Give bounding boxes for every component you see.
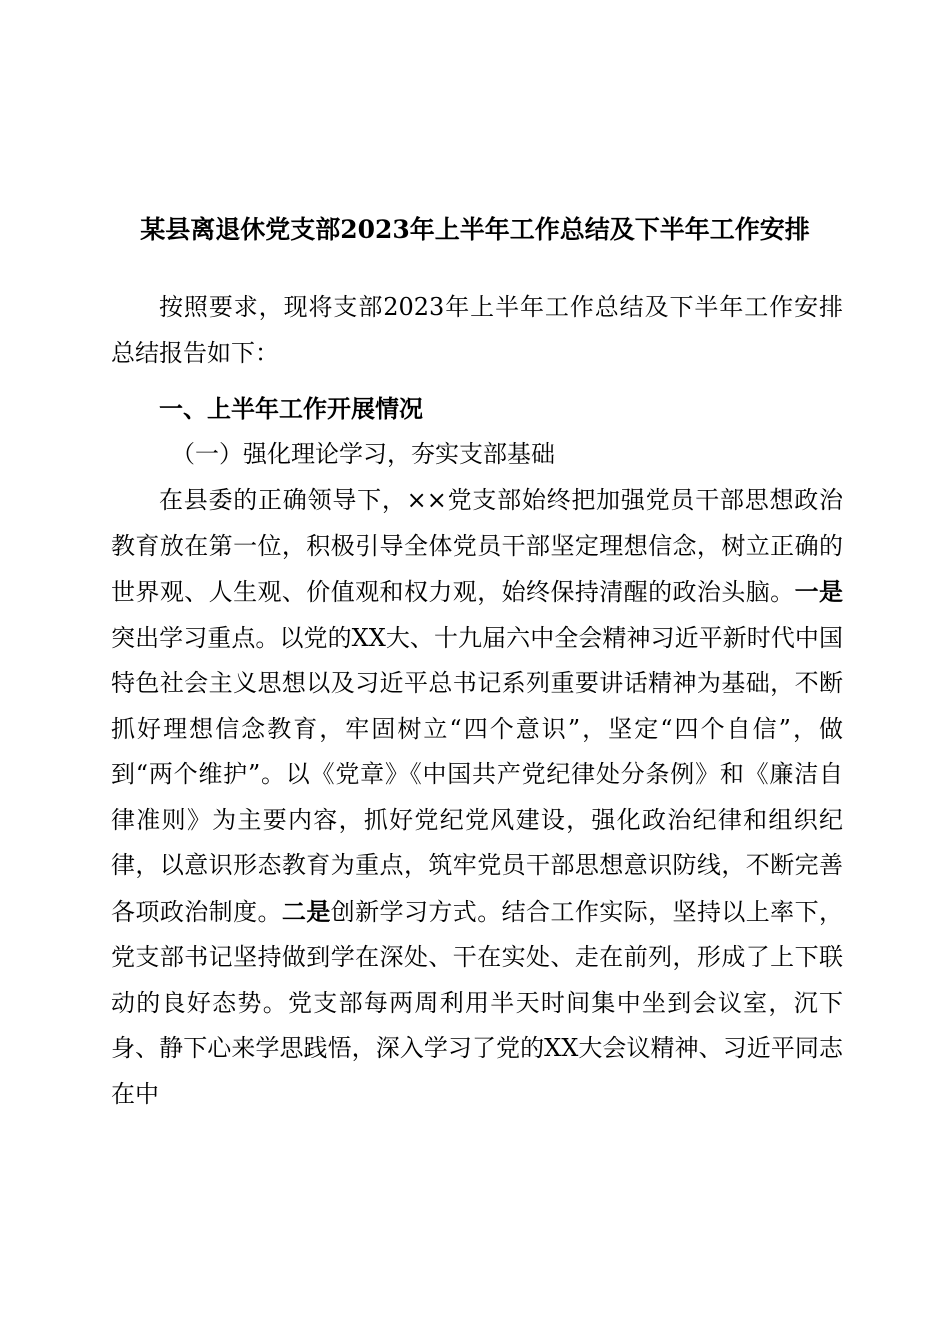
intro-paragraph: 按照要求，现将支部2023年上半年工作总结及下半年工作安排总结报告如下：	[111, 293, 843, 367]
section-heading: 一、上半年工作开展情况	[159, 394, 423, 423]
emphasis-lead: 二是	[281, 896, 331, 926]
emphasis-lead: 一是	[794, 577, 844, 606]
paragraph-text: 创新学习方式。结合工作实际，坚持以上率下，党支部书记坚持做到学在深处、干在实处、走在前列，形成了上下联动的良好态势。党支部每两周利用半天时间集中坐到会议室，沉下身、静下心来学思践悟，深入学习了党的XX大会议精神、习近平同志在中	[111, 897, 844, 1108]
body-paragraph	[111, 478, 843, 1117]
subsection-heading: （一）强化理论学习，夯实支部基础	[171, 440, 555, 468]
document-title: 某县离退休党支部2023年上半年工作总结及下半年工作安排	[140, 215, 810, 244]
paragraph-text: 在县委的正确领导下，××党支部始终把加强党员干部思想政治教育放在第一位，积极引导全体党员干部坚定理想信念，树立正确的世界观、人生观、价值观和权力观，始终保持清醒的政治头脑。	[111, 486, 843, 606]
paragraph-text: 突出学习重点。以党的XX大、十九届六中全会精神习近平新时代中国特色社会主义思想以及习近平总书记系列重要讲话精神为基础，不断抓好理想信念教育，牢固树立“四个意识”，坚定“四个自信”，做到“两个维护”。以《党章》《中国共产党纪律处分条例》和《廉洁自律准则》为主要内容，抓好党纪党风建设，强化政治纪律和组织纪律，以意识形态教育为重点，筑牢党员干部思想意识防线，不断完善各项政治制度。	[111, 623, 843, 926]
